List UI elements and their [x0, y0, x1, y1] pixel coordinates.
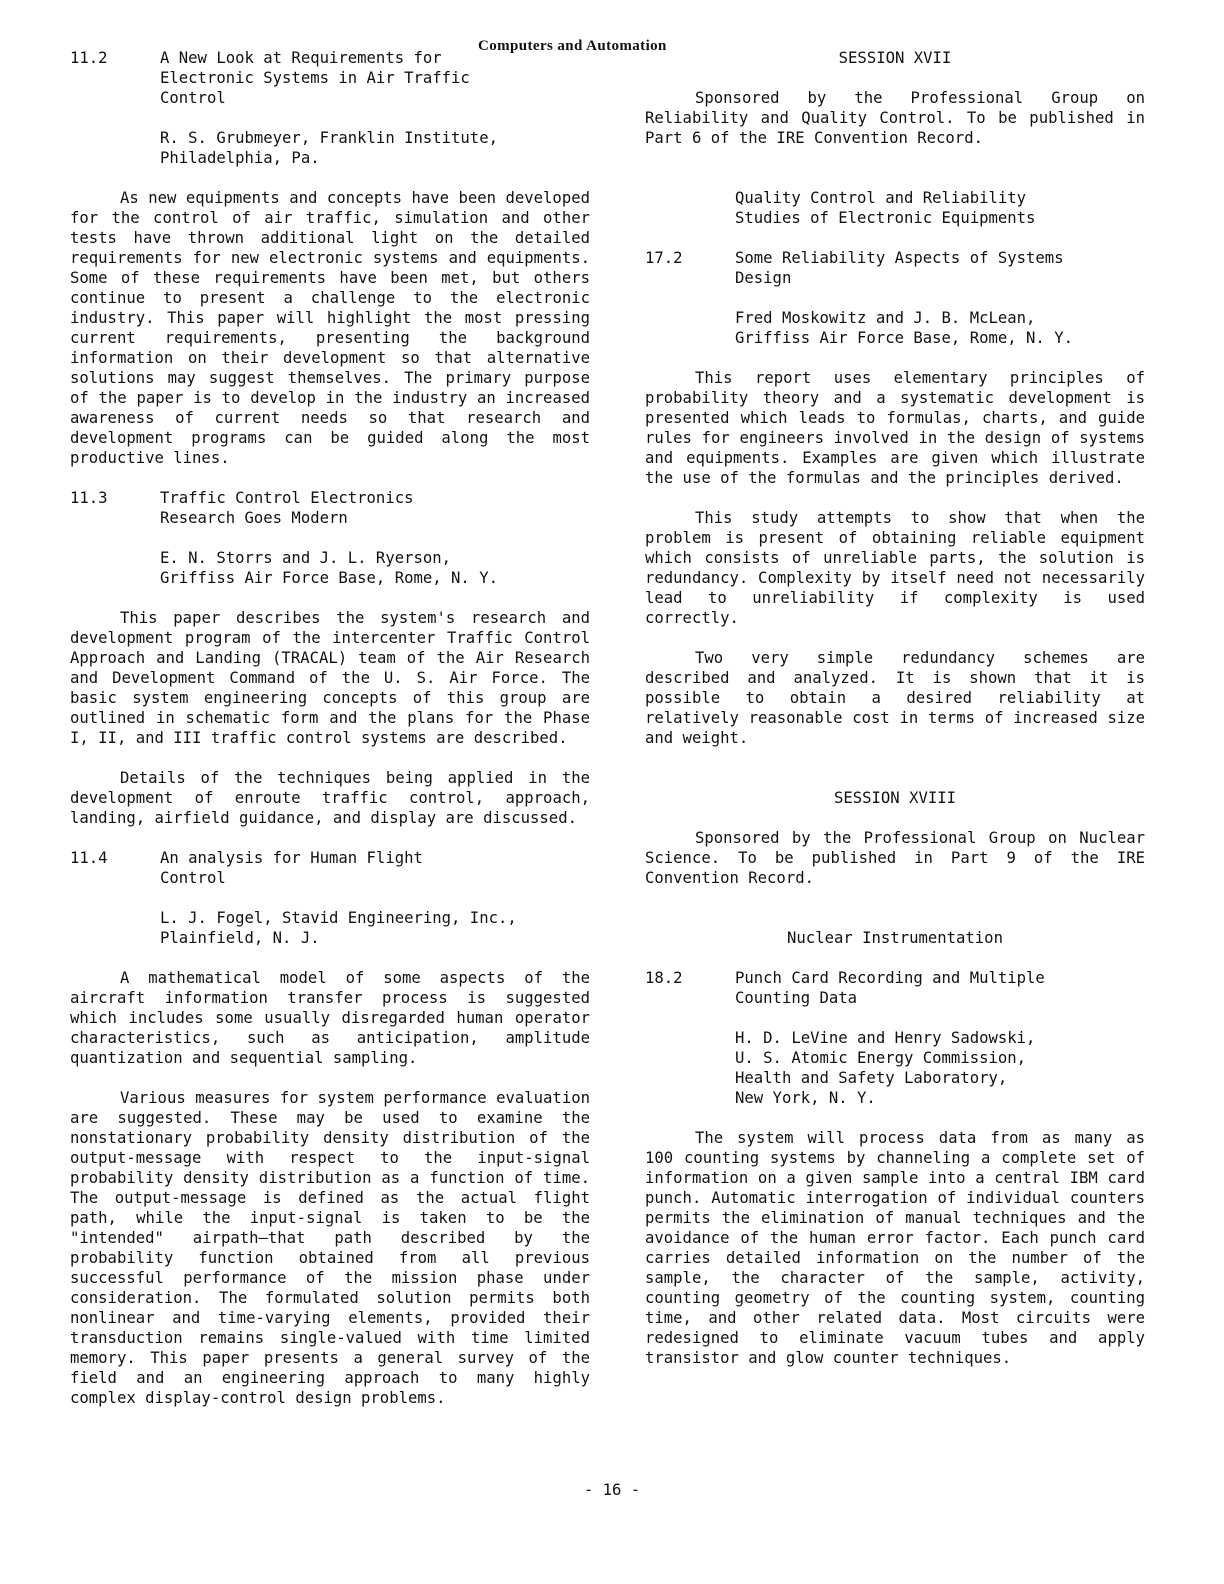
page-number: - 16 - — [583, 1481, 641, 1499]
session-topic: Quality Control and Reliability Studies of Electronic Equipments — [735, 189, 1036, 227]
paper-title: Traffic Control Electronics Research Goes Modern — [160, 489, 414, 527]
paper-title: An analysis for Human Flight Control — [160, 849, 423, 887]
abstract-paragraph: A mathematical model of some aspects of the aircraft information transfer process is suggested which includes some usually disregarded human operator characteristics, such as anticipation, amplitude quantization and sequential sampling. — [70, 969, 590, 1067]
paper-entry-11-2 — [70, 48, 590, 468]
paper-entry-18-2 — [645, 968, 1145, 1368]
paper-entry-17-2 — [645, 248, 1145, 748]
paper-number: 11.3 — [70, 489, 108, 507]
abstract-paragraph: The system will process data from as many as 100 counting systems by channeling a complete set of information on a given sample into a central IBM card punch. Automatic interrogation of individual counters permits the elimination of manual techniques and the avoidance of the human error factor. Each punch card carries detailed information on the number of the sample, the character of the sample, activity, counting geometry of the counting system, counting time, and other related data. Most circuits were redesigned to eliminate vacuum tubes and apply transistor and glow counter techniques. — [645, 1129, 1145, 1367]
paper-title: Some Reliability Aspects of Systems Design — [735, 249, 1064, 287]
paper-number: 18.2 — [645, 969, 683, 987]
session-topic: Nuclear Instrumentation — [787, 929, 1003, 947]
abstract-paragraph: Details of the techniques being applied in the development of enroute traffic control, approach, landing, airfield guidance, and display are discussed. — [70, 769, 590, 827]
paper-authors: Fred Moskowitz and J. B. McLean, Griffiss Air Force Base, Rome, N. Y. — [735, 309, 1073, 347]
paper-title: A New Look at Requirements for Electronic Systems in Air Traffic Control — [160, 49, 470, 107]
paper-entry-11-3 — [70, 488, 590, 828]
paper-number: 17.2 — [645, 249, 683, 267]
paper-number: 11.4 — [70, 849, 108, 867]
paper-authors: L. J. Fogel, Stavid Engineering, Inc., Plainfield, N. J. — [160, 909, 517, 947]
session-xvii — [645, 48, 1145, 748]
abstract-paragraph: As new equipments and concepts have been developed for the control of air traffic, simulation and other tests have thrown additional light on the detailed requirements for new electronic systems and equipments. Some of these requirements have been met, but others continue to present a challenge to the electronic industry. This paper will highlight the most pressing current requirements, presenting the background information on their development so that alternative solutions may suggest themselves. The primary purpose of the paper is to develop in the industry an increased awareness of current needs so that research and development programs can be guided along the most productive lines. — [70, 189, 590, 467]
session-sponsor: Sponsored by the Professional Group on Reliability and Quality Control. To be published in Part 6 of the IRE Convention Record. — [645, 89, 1145, 147]
running-header: Computers and Automation — [478, 38, 667, 54]
right-column — [645, 48, 1145, 1388]
abstract-paragraph: This paper describes the system's research and development program of the intercenter Traffic Control Approach and Landing (TRACAL) team of the Air Research and Development Command of the U. S. Air Force. The basic system engineering concepts of this group are outlined in schematic form and the plans for the Phase I, II, and III traffic control systems are described. — [70, 609, 590, 747]
paper-authors: H. D. LeVine and Henry Sadowski, U. S. Atomic Energy Commission, Health and Safety Laboratory, New York, N. Y. — [735, 1029, 1036, 1107]
abstract-paragraph: Two very simple redundancy schemes are described and analyzed. It is shown that it is possible to obtain a desired reliability at relatively reasonable cost in terms of increased size and weight. — [645, 649, 1145, 747]
paper-number: 11.2 — [70, 49, 108, 67]
entry-heading — [70, 848, 590, 888]
session-heading: SESSION XVII — [838, 49, 952, 67]
entry-heading — [70, 48, 590, 108]
abstract-paragraph: Various measures for system performance evaluation are suggested. These may be used to examine the nonstationary probability density distribution of the output-message with respect to the input-signal probability density distribution as a function of time. The output-message is defined as the actual flight path, while the input-signal is taken to be the "intended" airpath—that path described by the probability function obtained from all previous successful performance of the mission phase under consideration. The formulated solution permits both nonlinear and time-varying elements, provided their transduction remains single-valued with time limited memory. This paper presents a general survey of the field and an engineering approach to many highly complex display-control design problems. — [70, 1089, 590, 1407]
entry-heading — [645, 968, 1145, 1008]
entry-heading — [70, 488, 590, 528]
abstract-paragraph: This study attempts to show that when the problem is present of obtaining reliable equipment which consists of unreliable parts, the solution is redundancy. Complexity by itself need not necessarily lead to unreliability if complexity is used correctly. — [645, 509, 1145, 627]
left-column — [70, 48, 590, 1428]
abstract-paragraph: This report uses elementary principles of probability theory and a systematic development is presented which leads to formulas, charts, and guide rules for engineers involved in the design of systems and equipments. Examples are given which illustrate the use of the formulas and the principles derived. — [645, 369, 1145, 487]
paper-title: Punch Card Recording and Multiple Counting Data — [735, 969, 1045, 1007]
session-sponsor: Sponsored by the Professional Group on Nuclear Science. To be published in Part 9 of the IRE Convention Record. — [645, 829, 1145, 887]
paper-entry-11-4 — [70, 848, 590, 1408]
session-xviii — [645, 788, 1145, 1368]
session-heading: SESSION XVIII — [833, 789, 957, 807]
paper-authors: R. S. Grubmeyer, Franklin Institute, Philadelphia, Pa. — [160, 129, 498, 167]
entry-heading — [645, 248, 1145, 288]
paper-authors: E. N. Storrs and J. L. Ryerson, Griffiss Air Force Base, Rome, N. Y. — [160, 549, 498, 587]
